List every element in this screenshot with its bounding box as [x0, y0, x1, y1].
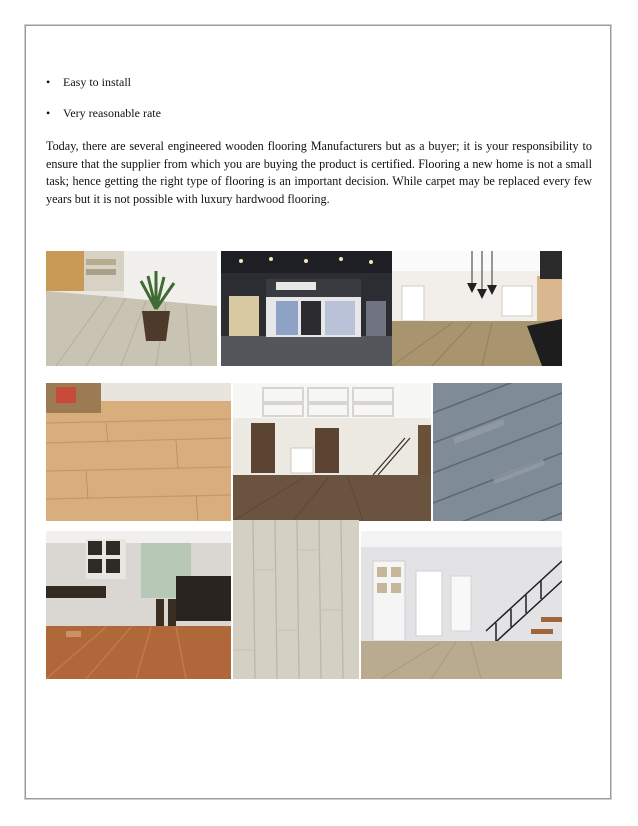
- bullet-easy-install: • Easy to install: [46, 74, 161, 90]
- pale-wood-texture-photo: [233, 520, 359, 679]
- kitchen-glossy-floor-photo: [46, 531, 231, 679]
- grey-laminate-planks-photo: [433, 383, 562, 521]
- trade-show-booth-photo: [221, 251, 392, 366]
- hallway-staircase-photo: [361, 531, 562, 679]
- document-page: [25, 25, 611, 799]
- body-paragraph: Today, there are several engineered wooden flooring Manufacturers but as a buyer; it is your responsibility to ensure that the supplier from which you are buying the product is certified. Flooring a new home is not a small task; hence getting the right type of flooring is an important decision. While carpet may be replaced every few years but it is not possible with luxury hardwood flooring.: [46, 139, 592, 206]
- living-room-light-floor-photo: [46, 251, 217, 366]
- oak-floor-closeup-photo: [46, 383, 231, 521]
- coffered-ceiling-room-photo: [233, 383, 431, 521]
- feature-list: [46, 74, 161, 136]
- empty-room-pendant-lights-photo: [392, 251, 562, 366]
- bullet-reasonable-rate: • Very reasonable rate: [46, 105, 161, 121]
